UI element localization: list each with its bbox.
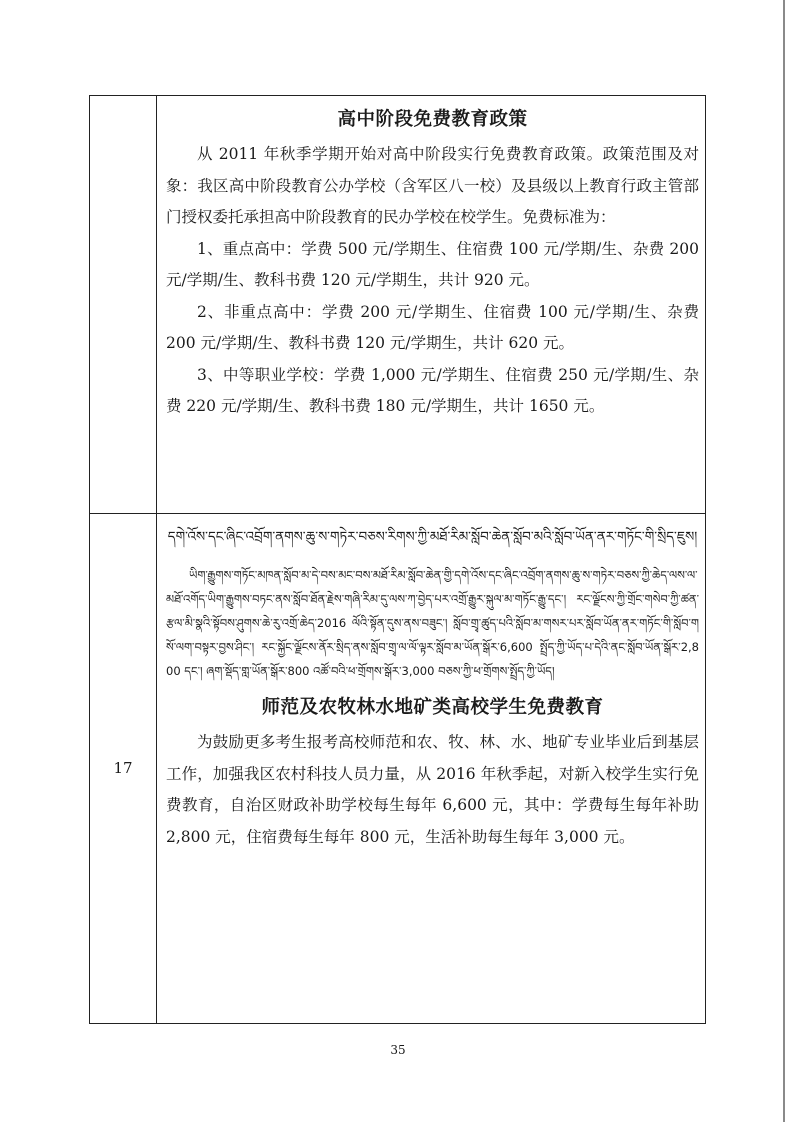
section-title-teacher-training: 师范及农牧林水地矿类高校学生免费教育	[261, 697, 604, 718]
policy-paragraph: 从 2011 年秋季学期开始对高中阶段实行免费教育政策。政策范围及对象：我区高中阶段教育公办学校（含军区八一校）及县级以上教育行政主管部门授权委托承担高中阶段教育的民办学校在校学生。免费标准为：	[166, 145, 699, 226]
policy-paragraph: 为鼓励更多考生报考高校师范和农、牧、林、水、地矿专业毕业后到基层工作，加强我区农村科技人员力量，从 2016 年秋季起，对新入校学生实行免费教育，自治区财政补助学校每生每年 6,600 元，其中：学费每生每年补助 2,800 元，住宿费每生每年 800 元，生活补助每生每年 3,000 元。	[166, 733, 699, 846]
high-school-policy-text	[166, 139, 699, 423]
page-edge-divider	[783, 0, 785, 1122]
table-row-17	[156, 513, 705, 1023]
policy-paragraph: 3、中等职业学校：学费 1,000 元/学期生、住宿费 250 元/学期/生、杂费 220 元/学期/生、教科书费 180 元/学期生，共计 1650 元。	[166, 365, 699, 415]
row-number: 17	[113, 759, 133, 777]
tibetan-paragraph: ཡིག་རྒྱུགས་གཏོང་མཁན་སློབ་མ་དེ་བས་མང་བས་མཐོ་རིམ་སློབ་ཆེན་གྱི་དགེ་འོས་དང་ཞིང་འབྲོག་ནགས་ཆུ་ས་གཏེར་བཅས་ཀྱི་ཆེད་ལས་ལ་མཐོ་འགོད་ཡིག་རྒྱུགས་བཏང་ནས་སློབ་ཐོན་རྗེས་གཞི་རིམ་དུ་ལས་ཀ་བྱེད་པར་འགྲོ་རྒྱུར་སྐུལ་མ་གཏོང་རྒྱུ་དང་། རང་ལྗོངས་ཀྱི་གྲོང་གསེབ་ཀྱི་ཚན་རྩལ་མི་སྣའི་སྟོབས་ཤུགས་ཆེ་རུ་འགྲོ་ཆེད་2016 ལོའི་སྟོན་དུས་ནས་བཟུང་། སློབ་གྲྭ་ཚུད་པའི་སློབ་མ་གསར་པར་སློབ་ཡོན་ནར་གཏོང་གི་སློབ་གསོ་ལག་བསྟར་བྱས་ཤིང་། རང་སྐྱོང་ལྗོངས་ནོར་སྲིད་ནས་སློབ་གྲྭ་ལ་ལོ་ལྟར་སློབ་མ་ཡོན་སྒོར་6,600 སྤྲོད་ཀྱི་ཡོད་པ་དེའི་ནང་སློབ་ཡོན་སྒོར་2,800 དང་། ཞག་སྡོད་གླ་ཡོན་སྒོར་800 འཚོ་བའི་ཕ་གྲོགས་སྒོར་3,000 བཅས་ཀྱི་ཕ་གྲོགས་སྤྲོད་ཀྱི་ཡོད།	[166, 568, 699, 678]
table-row-high-school	[156, 96, 705, 513]
policy-table	[89, 95, 706, 1024]
tibetan-title: དགེ་འོས་དང་ཞིང་འབྲོག་ནགས་ཆུ་ས་གཏེར་བཅས་རིགས་ཀྱི་མཐོ་རིམ་སློབ་ཆེན་སློབ་མའི་སློབ་ཡོན་ནར་གཏོང་གི་སྲིད་ཇུས།	[167, 529, 698, 545]
policy-paragraph: 1、重点高中：学费 500 元/学期生、住宿费 100 元/学期/生、杂费 200 元/学期/生、教科书费 120 元/学期生，共计 920 元。	[166, 239, 699, 289]
policy-paragraph: 2、非重点高中：学费 200 元/学期生、住宿费 100 元/学期/生、杂费 200 元/学期/生、教科书费 120 元/学期生，共计 620 元。	[166, 302, 699, 352]
page-number: 35	[390, 1043, 406, 1057]
section-title-high-school: 高中阶段免费教育政策	[337, 109, 528, 130]
